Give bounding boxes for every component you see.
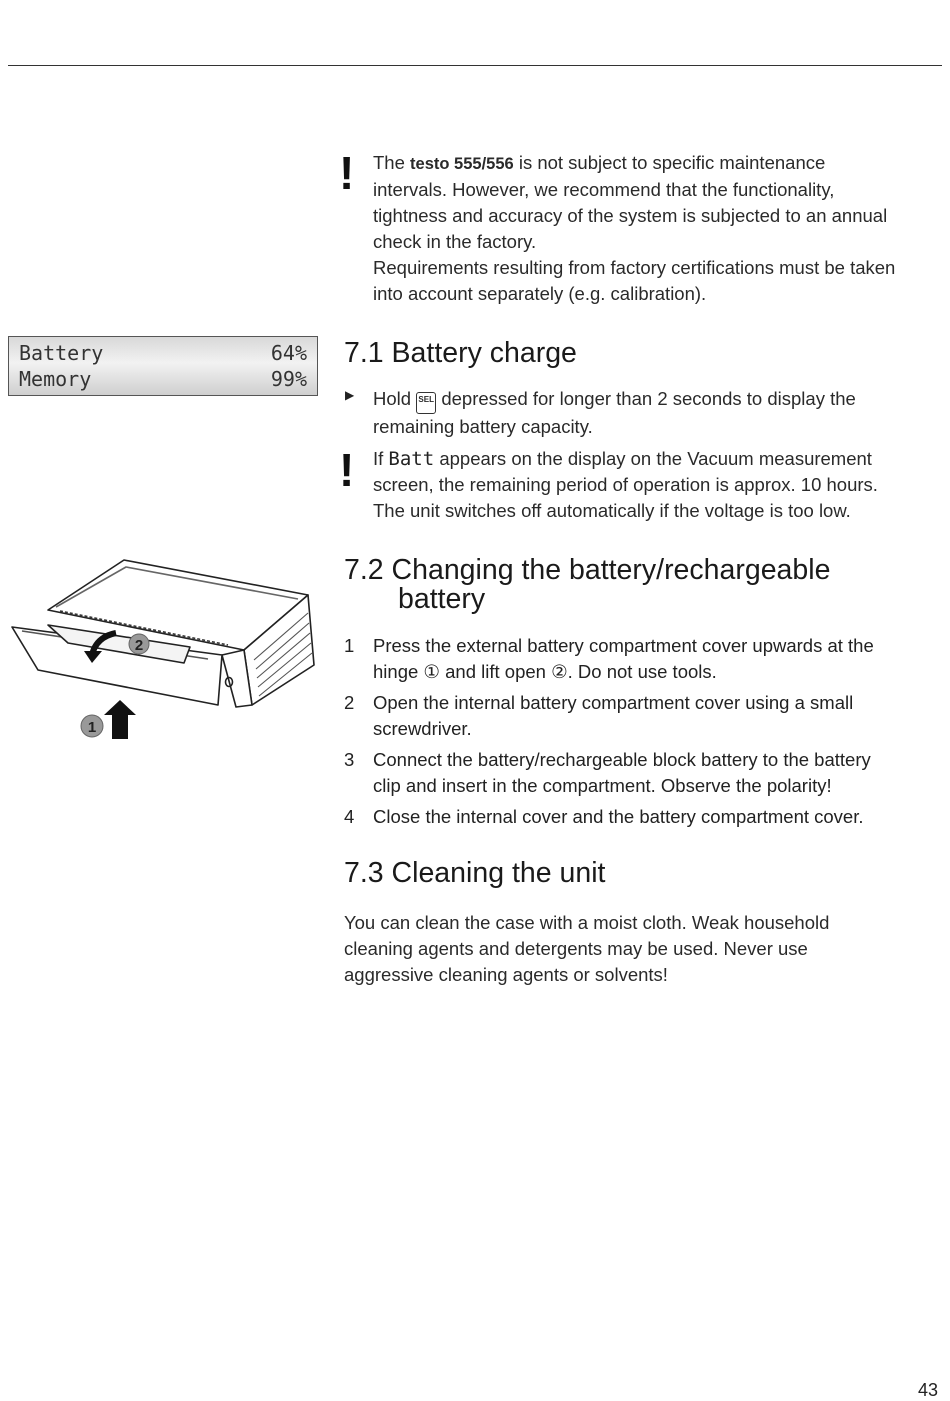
sel-key-icon: SEL xyxy=(416,392,436,414)
lcd-memory-value: 99% xyxy=(270,367,307,391)
header-rule xyxy=(8,65,942,66)
lcd-battery-label: Battery xyxy=(19,341,104,365)
callout-2-label: 2 xyxy=(134,637,144,654)
note-line: check in the factory. xyxy=(373,231,537,252)
lcd-display xyxy=(8,336,318,396)
lcd-memory-label: Memory xyxy=(19,367,92,391)
step-number: 3 xyxy=(344,749,355,770)
batt-indicator: Batt xyxy=(388,448,435,470)
step-text: Close the internal cover and the battery compartment cover. xyxy=(373,806,864,827)
brand-name: testo 555/556 xyxy=(410,155,514,173)
section-number: 7.1 xyxy=(344,337,384,369)
list-item xyxy=(344,633,944,685)
section-title: Battery charge xyxy=(391,337,577,369)
step-text: Open the internal battery compartment cover using a small xyxy=(373,692,854,713)
list-item xyxy=(344,747,944,799)
section-title-cont: battery xyxy=(398,583,486,615)
callout-1-label: 1 xyxy=(87,719,97,736)
hold-instruction xyxy=(373,386,948,440)
section-7-3-heading xyxy=(344,859,605,888)
step-number: 1 xyxy=(344,635,355,656)
hold-line: remaining battery capacity. xyxy=(373,416,593,437)
step-number: 4 xyxy=(344,806,355,827)
hold-text-rest: depressed for longer than 2 seconds to display the xyxy=(441,388,856,409)
battery-compartment-illustration xyxy=(8,555,320,745)
page-number: 43 xyxy=(917,1380,938,1400)
section-7-1-heading xyxy=(344,339,577,368)
cleaning-paragraph xyxy=(344,910,944,988)
lcd-battery-value: 64% xyxy=(270,341,307,365)
battery-steps-list xyxy=(344,633,944,835)
paragraph-line: You can clean the case with a moist cloth. Weak household xyxy=(344,912,830,933)
warning-icon: ! xyxy=(339,147,355,199)
section-7-2-heading xyxy=(344,556,830,614)
list-item xyxy=(344,804,944,830)
step-text: clip and insert in the compartment. Observe the polarity! xyxy=(373,775,832,796)
bullet-arrow-icon: ▶ xyxy=(345,388,355,402)
note-if: If xyxy=(373,448,384,469)
note-text-pre: The xyxy=(373,152,411,173)
paragraph-line: aggressive cleaning agents or solvents! xyxy=(344,964,668,985)
step-text: screwdriver. xyxy=(373,718,472,739)
note-line: tightness and accuracy of the system is subjected to an annual xyxy=(373,205,888,226)
note-line: The unit switches off automatically if the voltage is too low. xyxy=(373,500,851,521)
maintenance-note xyxy=(373,150,948,307)
note-line: screen, the remaining period of operation is approx. 10 hours. xyxy=(373,474,878,495)
note-rest: appears on the display on the Vacuum measurement xyxy=(439,448,872,469)
batt-note xyxy=(373,446,948,524)
section-number: 7.3 xyxy=(344,857,384,889)
section-title: Changing the battery/rechargeable xyxy=(391,554,831,586)
step-text: Connect the battery/rechargeable block battery to the battery xyxy=(373,749,871,770)
step-text: Press the external battery compartment cover upwards at the xyxy=(373,635,874,656)
hold-text: Hold xyxy=(373,388,412,409)
note-text-post: is not subject to specific maintenance xyxy=(513,152,826,173)
note-line: into account separately (e.g. calibration). xyxy=(373,283,707,304)
section-number: 7.2 xyxy=(344,554,384,586)
list-item xyxy=(344,690,944,742)
step-text: hinge ① and lift open ②. Do not use tools. xyxy=(373,661,717,682)
warning-icon: ! xyxy=(339,444,355,496)
note-line: intervals. However, we recommend that the functionality, xyxy=(373,179,835,200)
note-line: Requirements resulting from factory certifications must be taken xyxy=(373,257,896,278)
paragraph-line: cleaning agents and detergents may be used. Never use xyxy=(344,938,808,959)
step-number: 2 xyxy=(344,692,355,713)
section-title: Cleaning the unit xyxy=(391,857,606,889)
